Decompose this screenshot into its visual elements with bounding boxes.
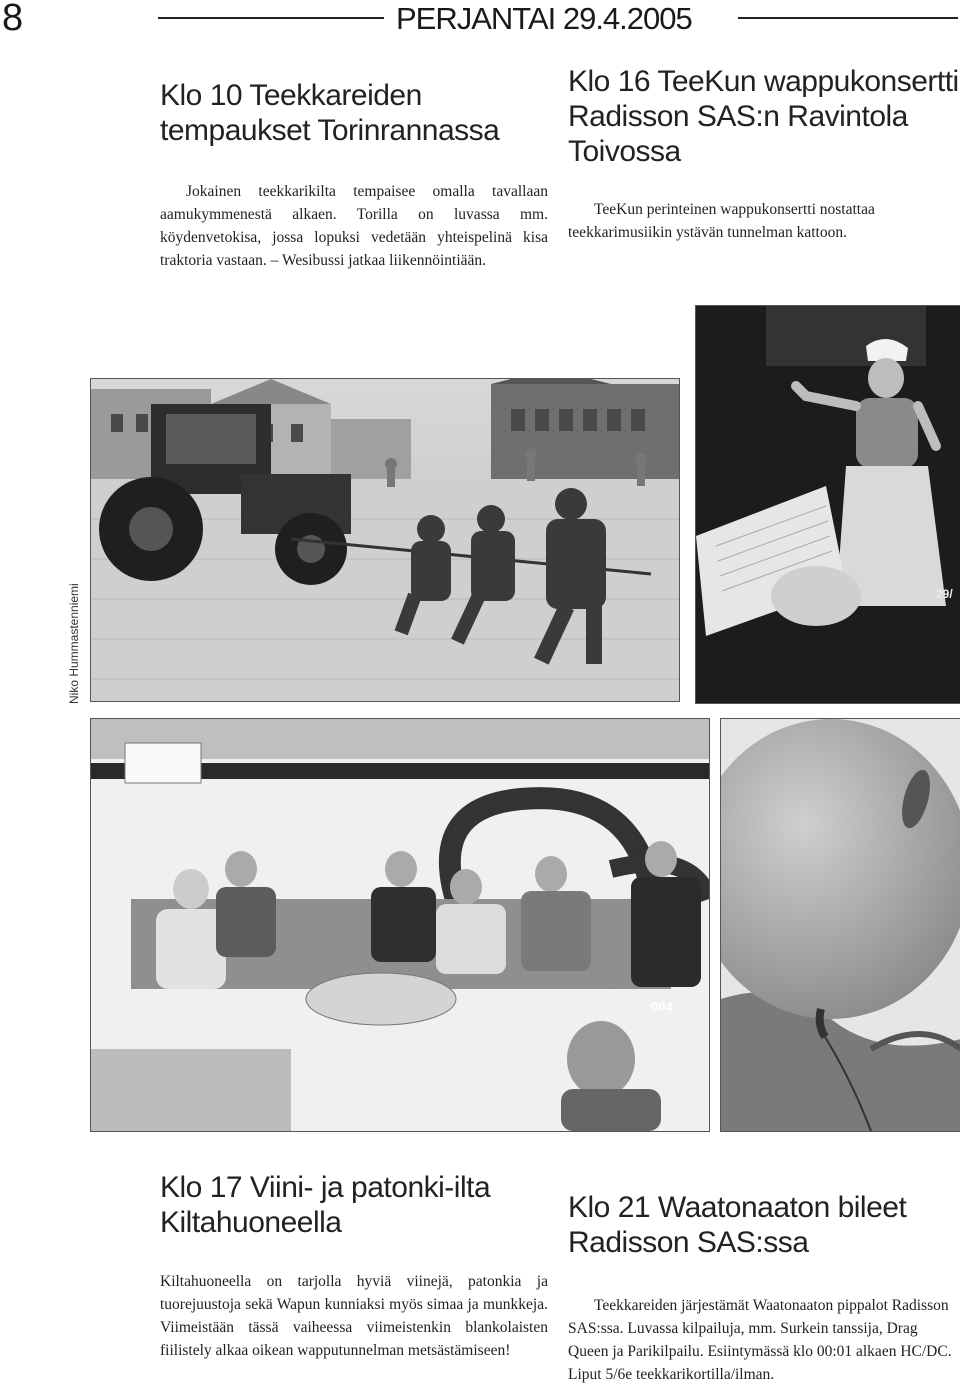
- article-title-klo17: Klo 17 Viini- ja patonki-ilta Kiltahuoneella: [160, 1171, 491, 1239]
- article-body-klo16: TeeKun perinteinen wappukonsertti nostattaa teekkarimusiikin ystävän tunnelman kattoon.: [568, 201, 875, 241]
- photo-tug-of-war: [90, 378, 680, 702]
- concert-date-stamp: 29/: [936, 587, 953, 601]
- photo-credit: Niko Hummastenniemi: [67, 583, 81, 704]
- article-body-klo10: Jokainen teekkarikilta tempaisee omalla tavallaan aamukymmenestä alkaen. Torilla on luvassa mm. köydenvetokisa, jossa lopuksi vedetään yhteispelinä kisa traktoria vastaan. – Wesibussi jatkaa liikennöintiään.: [160, 183, 548, 269]
- photo-concert: [695, 305, 960, 704]
- header-rule-left: [158, 17, 384, 19]
- article-title-klo16: Klo 16 TeeKun wappukonsertti Radisson SAS:n Ravintola Toivossa: [568, 65, 959, 168]
- issue-date: PERJANTAI 29.4.2005: [396, 1, 692, 36]
- article-title-klo10: Klo 10 Teekkareiden tempaukset Torinrannassa: [160, 79, 500, 147]
- article-body-klo21: Teekkareiden järjestämät Waatonaaton pippalot Radisson SAS:ssa. Luvassa kilpailuja, mm. Surkein tanssija, Drag Queen ja Parikilpailu. Esiintymässä klo 00:01 alkaen HC/DC. Liput 5/6e teekkarikortilla/ilman.: [568, 1297, 952, 1383]
- clubroom-date-stamp: 004: [651, 999, 673, 1014]
- photo-clubroom: [90, 718, 710, 1132]
- page-number: 8: [2, 0, 24, 39]
- header-rule-right: [738, 17, 958, 19]
- article-title-klo21: Klo 21 Waatonaaton bileet Radisson SAS:ssa: [568, 1191, 907, 1259]
- photo-balloon: [720, 718, 960, 1132]
- article-body-klo17: Kiltahuoneella on tarjolla hyviä viinejä, patonkia ja tuorejuustoja sekä Wapun kunniaksi myös simaa ja munkkeja. Viimeistään tässä vaiheessa viimeistenkin blankolaisten fiilistely alkaa oikean wapputunnelman metsästämiseen!: [160, 1273, 548, 1359]
